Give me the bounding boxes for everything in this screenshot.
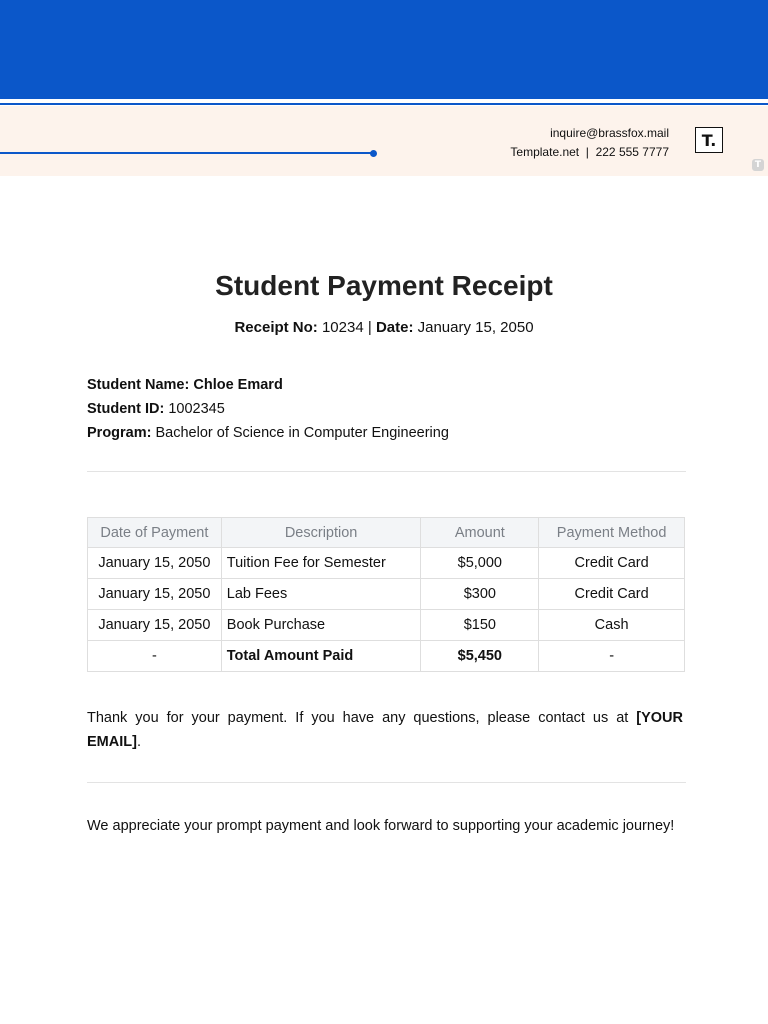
program-label: Program:	[87, 425, 152, 441]
payment-method-cell: Credit Card	[539, 548, 685, 579]
date-label: Date:	[375, 319, 414, 336]
template-logo: T.	[695, 127, 723, 153]
table-header-row	[88, 518, 685, 548]
total-label-cell: Total Amount Paid	[221, 641, 421, 672]
student-id: 1002345	[168, 401, 225, 417]
payment-date-cell: January 15, 2050	[88, 548, 222, 579]
program: Bachelor of Science in Computer Engineering	[155, 425, 449, 441]
header-decor-dot	[370, 150, 377, 157]
amount-cell: $150	[421, 610, 539, 641]
header-band	[0, 0, 768, 99]
watermark-icon: T	[752, 159, 764, 171]
thank-you-end: .	[136, 734, 141, 750]
thank-you-text: Thank you for your payment. If you have any questions, please contact us at	[87, 710, 637, 726]
page-title: Student Payment Receipt	[215, 270, 553, 301]
program-row	[87, 421, 449, 445]
receipt-no-label: Receipt No:	[234, 319, 318, 336]
receipt-no: 10234	[321, 319, 364, 336]
contact-email: inquire@brassfox.mail	[550, 126, 669, 140]
thank-you-paragraph	[87, 706, 683, 754]
payment-date-cell: January 15, 2050	[88, 610, 222, 641]
contact-line: Template.net | 222 555 7777	[510, 145, 669, 159]
receipt-date: January 15, 2050	[417, 319, 534, 336]
student-name-label: Student Name:	[87, 377, 190, 393]
description-cell: Tuition Fee for Semester	[221, 548, 421, 579]
student-name-row	[87, 373, 449, 397]
table-row	[88, 579, 685, 610]
total-date-cell: -	[88, 641, 222, 672]
student-name: Chloe Emard	[193, 377, 283, 393]
payments-table	[87, 517, 685, 672]
payment-method-cell: Cash	[539, 610, 685, 641]
student-id-label: Student ID:	[87, 401, 165, 417]
email-placeholder: [YOUR EMAIL]	[87, 710, 683, 750]
table-row	[88, 610, 685, 641]
description-cell: Book Purchase	[221, 610, 421, 641]
column-header: Payment Method	[539, 518, 685, 548]
receipt-meta	[0, 319, 768, 336]
column-header: Description	[221, 518, 421, 548]
payment-method-cell: Credit Card	[539, 579, 685, 610]
meta-separator: |	[367, 319, 372, 336]
payment-date-cell: January 15, 2050	[88, 579, 222, 610]
table-row	[88, 548, 685, 579]
column-header: Date of Payment	[88, 518, 222, 548]
section-divider	[87, 782, 686, 783]
total-method-cell: -	[539, 641, 685, 672]
description-cell: Lab Fees	[221, 579, 421, 610]
amount-cell: $5,000	[421, 548, 539, 579]
header-decor-line	[0, 152, 372, 154]
contact-block	[510, 124, 669, 162]
student-info	[87, 373, 449, 445]
student-id-row	[87, 397, 449, 421]
column-header: Amount	[421, 518, 539, 548]
header-accent-line	[0, 103, 768, 105]
total-row	[88, 641, 685, 672]
amount-cell: $300	[421, 579, 539, 610]
closing-paragraph: We appreciate your prompt payment and look forward to supporting your academic journey!	[87, 818, 675, 834]
total-amount-cell: $5,450	[421, 641, 539, 672]
section-divider	[87, 471, 686, 472]
